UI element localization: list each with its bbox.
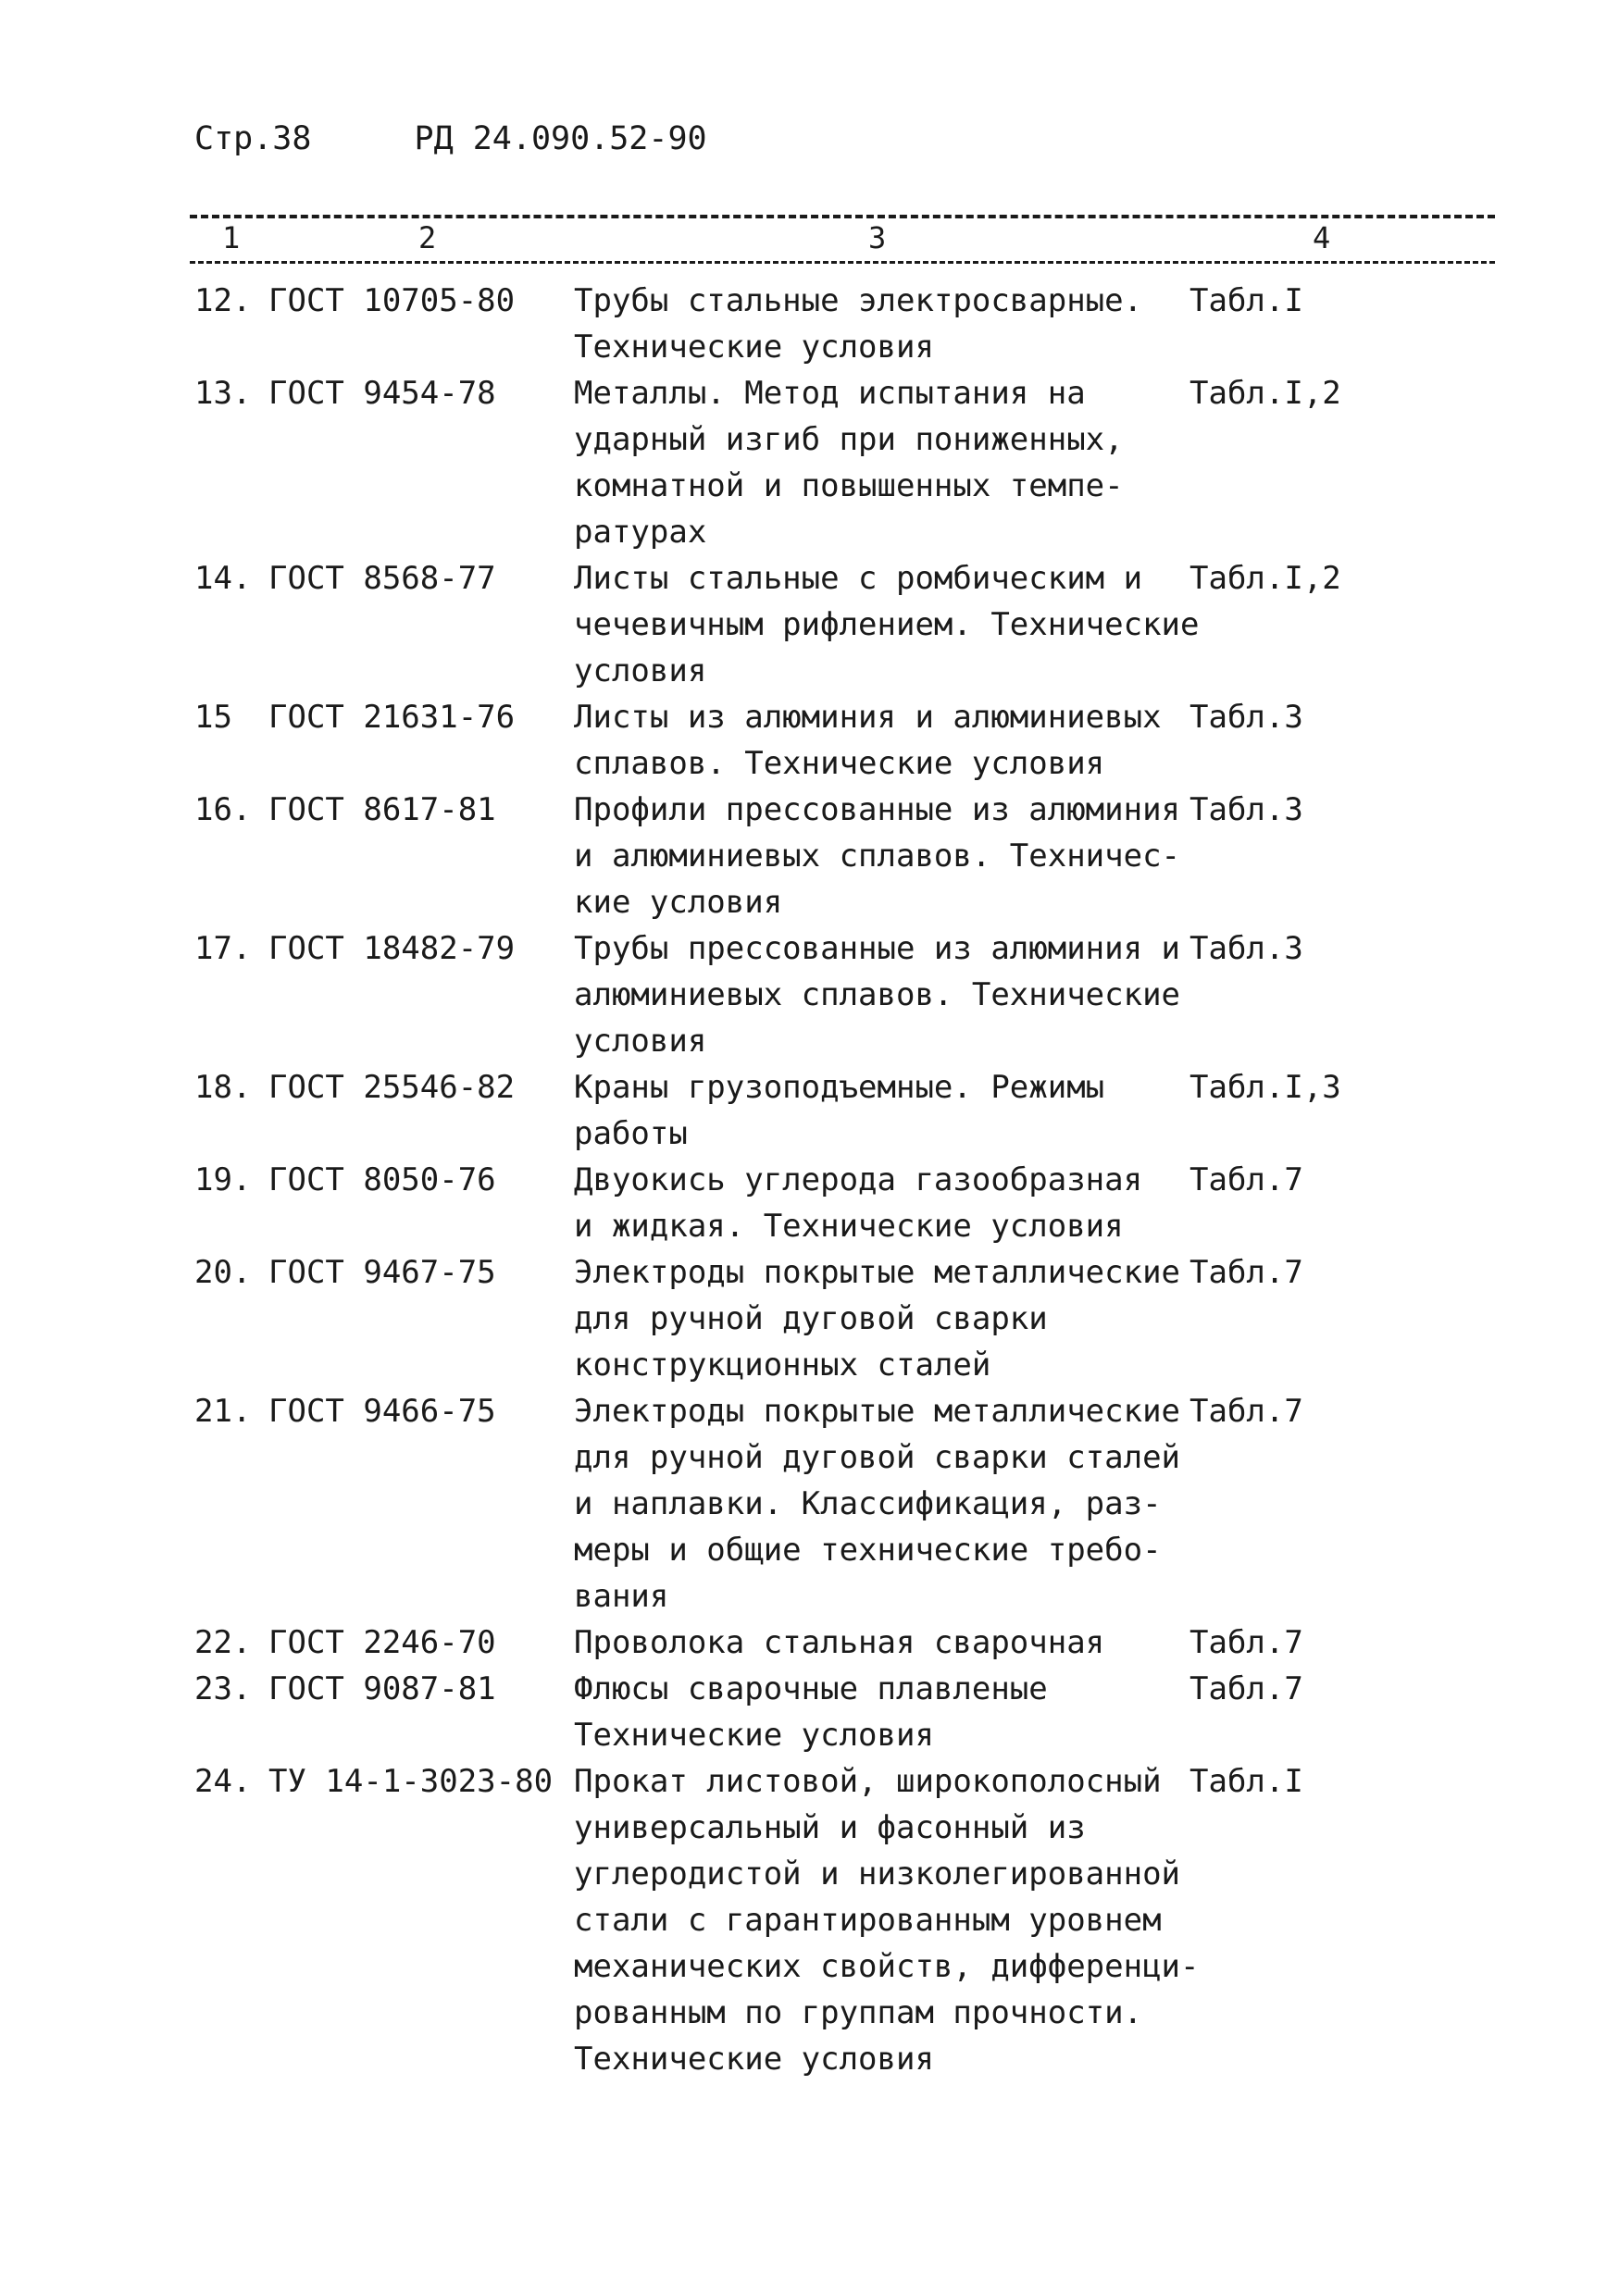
- standard-title: [574, 694, 1189, 787]
- table-row: [194, 1157, 1490, 1249]
- table-reference: Табл.I,3: [1189, 1069, 1341, 1106]
- table-reference: Табл.7: [1189, 1254, 1303, 1291]
- standard-designation: ГОСТ 9466-75: [268, 1393, 496, 1430]
- column-number-3: 3: [868, 220, 887, 255]
- table-row: [194, 278, 1490, 370]
- standard-title: [574, 555, 1200, 694]
- table-reference: Табл.7: [1189, 1624, 1303, 1661]
- row-number: 18.: [194, 1069, 252, 1106]
- row-number: 14.: [194, 560, 252, 597]
- standard-title-line: универсальный и фасонный из: [574, 1809, 1086, 1846]
- standard-title-line: Электроды покрытые металлические: [574, 1254, 1181, 1291]
- table-reference: Табл.7: [1189, 1393, 1303, 1430]
- table-row: [194, 1620, 1490, 1666]
- row-number: 19.: [194, 1161, 252, 1198]
- column-number-row: [0, 220, 1619, 257]
- table-reference: Табл.3: [1189, 791, 1303, 828]
- standard-title-line: условия: [574, 1023, 707, 1060]
- table-top-rule: [190, 215, 1495, 218]
- standard-title: [574, 1157, 1189, 1249]
- standard-title-line: и наплавки. Классификация, раз-: [574, 1485, 1162, 1522]
- standard-title-line: кие условия: [574, 884, 783, 921]
- standard-title: [574, 1064, 1189, 1157]
- standard-designation: ГОСТ 8617-81: [268, 791, 496, 828]
- standard-designation: ГОСТ 21631-76: [268, 699, 516, 736]
- standard-title-line: работы: [574, 1115, 688, 1152]
- table-reference: Табл.3: [1189, 699, 1303, 736]
- standard-title-line: для ручной дуговой сварки: [574, 1300, 1048, 1337]
- standard-title-line: Флюсы сварочные плавленые: [574, 1670, 1048, 1707]
- standard-designation: ГОСТ 9454-78: [268, 375, 496, 412]
- table-row: [194, 925, 1490, 1064]
- page-number: Стр.38: [194, 120, 312, 157]
- table-reference: Табл.I: [1189, 282, 1303, 319]
- standard-title-line: ратурах: [574, 514, 707, 551]
- standard-title-line: стали с гарантированным уровнем: [574, 1902, 1162, 1939]
- row-number: 21.: [194, 1393, 252, 1430]
- table-reference: Табл.I: [1189, 1763, 1303, 1800]
- standard-title-line: Трубы стальные электросварные.: [574, 282, 1143, 319]
- table-row: [194, 370, 1490, 555]
- standard-designation: ГОСТ 10705-80: [268, 282, 516, 319]
- standard-title-line: Листы стальные с ромбическим и: [574, 560, 1143, 597]
- column-number-2: 2: [418, 220, 437, 255]
- standards-table: [194, 278, 1490, 2082]
- standard-title-line: вания: [574, 1578, 669, 1615]
- table-reference: Табл.I,2: [1189, 560, 1341, 597]
- standard-title: [574, 1620, 1189, 1666]
- standard-designation: ГОСТ 25546-82: [268, 1069, 516, 1106]
- standard-title-line: сплавов. Технические условия: [574, 745, 1105, 782]
- table-row: [194, 1666, 1490, 1758]
- standard-title-line: Металлы. Метод испытания на: [574, 375, 1086, 412]
- standard-title-line: Трубы прессованные из алюминия и: [574, 930, 1181, 967]
- column-number-1: 1: [222, 220, 241, 255]
- standard-title-line: для ручной дуговой сварки сталей: [574, 1439, 1181, 1476]
- standard-title-line: Двуокись углерода газообразная: [574, 1161, 1143, 1198]
- standard-title-line: условия: [574, 652, 707, 689]
- row-number: 16.: [194, 791, 252, 828]
- standard-title: [574, 1249, 1189, 1388]
- table-reference: Табл.3: [1189, 930, 1303, 967]
- table-reference: Табл.7: [1189, 1670, 1303, 1707]
- standard-title-line: Технические условия: [574, 2041, 934, 2078]
- standard-designation: ТУ 14-1-3023-80: [268, 1763, 554, 1800]
- table-row: [194, 1249, 1490, 1388]
- row-number: 17.: [194, 930, 252, 967]
- table-row: [194, 694, 1490, 787]
- standard-title-line: чечевичным рифлением. Технические: [574, 606, 1200, 643]
- table-row: [194, 1064, 1490, 1157]
- table-reference: Табл.I,2: [1189, 375, 1341, 412]
- table-header-rule: [190, 261, 1495, 264]
- standard-title: [574, 787, 1189, 925]
- standard-title-line: рованным по группам прочности.: [574, 1994, 1143, 2031]
- document-code: РД 24.090.52-90: [414, 120, 707, 157]
- standard-designation: ГОСТ 8050-76: [268, 1161, 496, 1198]
- standard-designation: ГОСТ 18482-79: [268, 930, 516, 967]
- table-row: [194, 1388, 1490, 1620]
- row-number: 24.: [194, 1763, 252, 1800]
- standard-title-line: ударный изгиб при пониженных,: [574, 421, 1124, 458]
- row-number: 20.: [194, 1254, 252, 1291]
- standard-title-line: и жидкая. Технические условия: [574, 1208, 1124, 1245]
- standard-title-line: Технические условия: [574, 329, 934, 366]
- table-reference: Табл.7: [1189, 1161, 1303, 1198]
- standard-title-line: механических свойств, дифференци-: [574, 1948, 1200, 1985]
- table-row: [194, 1758, 1490, 2082]
- standard-title-line: Электроды покрытые металлические: [574, 1393, 1181, 1430]
- standard-title: [574, 370, 1189, 555]
- standard-title-line: Проволока стальная сварочная: [574, 1624, 1105, 1661]
- table-row: [194, 787, 1490, 925]
- standard-title: [574, 278, 1189, 370]
- row-number: 12.: [194, 282, 252, 319]
- standard-title: [574, 1758, 1200, 2082]
- standard-designation: ГОСТ 8568-77: [268, 560, 496, 597]
- row-number: 23.: [194, 1670, 252, 1707]
- standard-title: [574, 925, 1189, 1064]
- standard-title-line: Технические условия: [574, 1717, 934, 1754]
- standard-designation: ГОСТ 9467-75: [268, 1254, 496, 1291]
- standard-title-line: Листы из алюминия и алюминиевых: [574, 699, 1162, 736]
- standard-designation: ГОСТ 9087-81: [268, 1670, 496, 1707]
- table-row: [194, 555, 1490, 694]
- standard-title-line: и алюминиевых сплавов. Техничес-: [574, 838, 1181, 875]
- standard-title-line: конструкционных сталей: [574, 1347, 991, 1384]
- standard-title-line: углеродистой и низколегированной: [574, 1855, 1181, 1893]
- standard-title: [574, 1388, 1189, 1620]
- standard-designation: ГОСТ 2246-70: [268, 1624, 496, 1661]
- page-header: [194, 120, 707, 157]
- standard-title-line: алюминиевых сплавов. Технические: [574, 976, 1181, 1013]
- column-number-4: 4: [1313, 220, 1331, 255]
- standard-title-line: Профили прессованные из алюминия: [574, 791, 1181, 828]
- standard-title-line: Краны грузоподъемные. Режимы: [574, 1069, 1105, 1106]
- row-number: 15: [194, 699, 232, 736]
- standard-title-line: меры и общие технические требо-: [574, 1532, 1162, 1569]
- row-number: 22.: [194, 1624, 252, 1661]
- standard-title: [574, 1666, 1189, 1758]
- row-number: 13.: [194, 375, 252, 412]
- standard-title-line: комнатной и повышенных темпе-: [574, 467, 1124, 504]
- standard-title-line: Прокат листовой, широкополосный: [574, 1763, 1162, 1800]
